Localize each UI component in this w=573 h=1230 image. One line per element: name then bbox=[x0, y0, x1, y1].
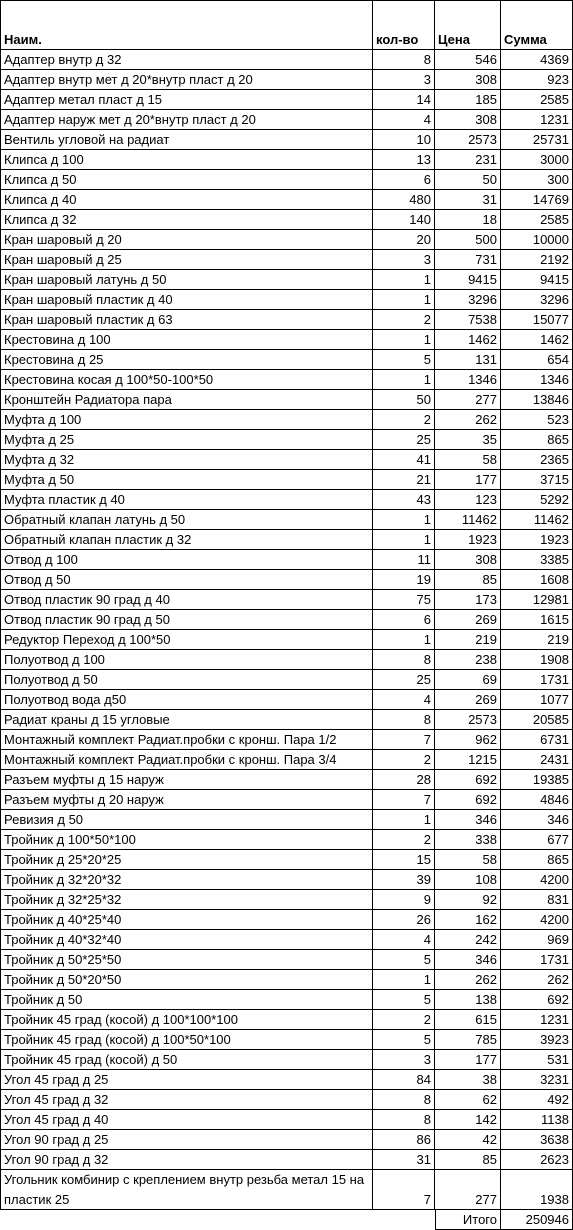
item-qty-cell[interactable]: 13 bbox=[373, 150, 435, 170]
item-qty-cell[interactable]: 6 bbox=[373, 170, 435, 190]
item-sum-cell[interactable]: 1731 bbox=[501, 670, 573, 690]
item-name-cell[interactable]: Муфта д 25 bbox=[0, 430, 373, 450]
item-sum-cell[interactable]: 5292 bbox=[501, 490, 573, 510]
item-sum-cell[interactable]: 2365 bbox=[501, 450, 573, 470]
item-sum-cell[interactable]: 1231 bbox=[501, 1010, 573, 1030]
item-qty-cell[interactable]: 3 bbox=[373, 1050, 435, 1070]
item-name-cell[interactable]: Клипса д 40 bbox=[0, 190, 373, 210]
item-sum-cell[interactable]: 6731 bbox=[501, 730, 573, 750]
total-value[interactable]: 250946 bbox=[501, 1210, 573, 1230]
item-name-cell[interactable]: Редуктор Переход д 100*50 bbox=[0, 630, 373, 650]
item-price-cell[interactable]: 269 bbox=[435, 690, 501, 710]
header-qty[interactable]: кол-во bbox=[373, 0, 435, 50]
item-price-cell[interactable]: 42 bbox=[435, 1130, 501, 1150]
item-qty-cell[interactable]: 3 bbox=[373, 250, 435, 270]
item-qty-cell[interactable]: 50 bbox=[373, 390, 435, 410]
item-qty-cell[interactable]: 1 bbox=[373, 510, 435, 530]
item-name-cell[interactable]: Кран шаровый д 25 bbox=[0, 250, 373, 270]
table-row bbox=[0, 590, 573, 610]
item-sum-cell[interactable]: 523 bbox=[501, 410, 573, 430]
item-qty-cell[interactable]: 8 bbox=[373, 1090, 435, 1110]
item-price-cell[interactable]: 731 bbox=[435, 250, 501, 270]
item-sum-cell[interactable]: 1077 bbox=[501, 690, 573, 710]
item-price-cell[interactable]: 1215 bbox=[435, 750, 501, 770]
item-sum-cell[interactable]: 3231 bbox=[501, 1070, 573, 1090]
item-price-cell[interactable]: 69 bbox=[435, 670, 501, 690]
item-name-cell[interactable]: Полуотвод д 100 bbox=[0, 650, 373, 670]
item-price-cell[interactable]: 262 bbox=[435, 410, 501, 430]
table-row bbox=[0, 110, 573, 130]
table-row bbox=[0, 910, 573, 930]
item-name-cell[interactable]: Отвод пластик 90 град д 40 bbox=[0, 590, 373, 610]
item-qty-cell[interactable]: 6 bbox=[373, 610, 435, 630]
table-row bbox=[0, 1110, 573, 1130]
item-name-cell[interactable]: Монтажный комплект Радиат.пробки с кронш. Пара 1/2 bbox=[0, 730, 373, 750]
item-sum-cell[interactable]: 19385 bbox=[501, 770, 573, 790]
item-qty-cell[interactable]: 11 bbox=[373, 550, 435, 570]
item-name-cell[interactable]: Полуотвод д 50 bbox=[0, 670, 373, 690]
item-sum-cell[interactable]: 1731 bbox=[501, 950, 573, 970]
table-row bbox=[0, 190, 573, 210]
item-price-cell[interactable]: 58 bbox=[435, 450, 501, 470]
table-row bbox=[0, 90, 573, 110]
total-spacer-2 bbox=[373, 1210, 435, 1230]
item-qty-cell[interactable]: 19 bbox=[373, 570, 435, 590]
item-name-cell[interactable]: Крестовина д 25 bbox=[0, 350, 373, 370]
item-name-cell[interactable]: Радиат краны д 15 угловые bbox=[0, 710, 373, 730]
item-name-cell[interactable]: Тройник 45 град (косой) д 100*50*100 bbox=[0, 1030, 373, 1050]
item-qty-cell[interactable]: 8 bbox=[373, 50, 435, 70]
item-sum-cell[interactable]: 3715 bbox=[501, 470, 573, 490]
item-name-cell[interactable]: Крестовина косая д 100*50-100*50 bbox=[0, 370, 373, 390]
item-name-cell[interactable]: Обратный клапан пластик д 32 bbox=[0, 530, 373, 550]
table-row bbox=[0, 410, 573, 430]
header-sum[interactable]: Сумма bbox=[501, 0, 573, 50]
item-qty-cell[interactable]: 9 bbox=[373, 890, 435, 910]
table-row bbox=[0, 450, 573, 470]
item-qty-cell[interactable]: 1 bbox=[373, 630, 435, 650]
item-price-cell[interactable]: 1346 bbox=[435, 370, 501, 390]
item-sum-cell[interactable]: 1231 bbox=[501, 110, 573, 130]
item-sum-cell[interactable]: 692 bbox=[501, 990, 573, 1010]
item-name-cell[interactable]: Угол 90 град д 25 bbox=[0, 1130, 373, 1150]
item-price-cell[interactable]: 615 bbox=[435, 1010, 501, 1030]
item-price-cell[interactable]: 231 bbox=[435, 150, 501, 170]
item-price-cell[interactable]: 219 bbox=[435, 630, 501, 650]
table-row bbox=[0, 170, 573, 190]
item-name-cell[interactable]: Угол 90 град д 32 bbox=[0, 1150, 373, 1170]
item-name-cell[interactable]: Муфта пластик д 40 bbox=[0, 490, 373, 510]
item-price-cell[interactable]: 9415 bbox=[435, 270, 501, 290]
item-sum-cell[interactable]: 300 bbox=[501, 170, 573, 190]
item-sum-cell[interactable]: 12981 bbox=[501, 590, 573, 610]
item-name-cell[interactable]: Кран шаровый пластик д 40 bbox=[0, 290, 373, 310]
item-name-cell[interactable]: Кран шаровый пластик д 63 bbox=[0, 310, 373, 330]
table-row bbox=[0, 610, 573, 630]
item-price-cell[interactable]: 692 bbox=[435, 770, 501, 790]
item-sum-cell[interactable]: 346 bbox=[501, 810, 573, 830]
item-qty-cell[interactable]: 14 bbox=[373, 90, 435, 110]
item-price-cell[interactable]: 962 bbox=[435, 730, 501, 750]
item-name-cell[interactable]: Клипса д 100 bbox=[0, 150, 373, 170]
item-sum-cell[interactable]: 865 bbox=[501, 850, 573, 870]
table-row bbox=[0, 550, 573, 570]
item-name-cell[interactable]: Адаптер метал пласт д 15 bbox=[0, 90, 373, 110]
item-name-cell[interactable]: Тройник д 50 bbox=[0, 990, 373, 1010]
item-price-cell[interactable]: 58 bbox=[435, 850, 501, 870]
item-name-cell[interactable]: Тройник д 25*20*25 bbox=[0, 850, 373, 870]
header-name[interactable]: Наим. bbox=[0, 0, 373, 50]
item-sum-cell[interactable]: 2431 bbox=[501, 750, 573, 770]
item-name-cell[interactable]: Адаптер наруж мет д 20*внутр пласт д 20 bbox=[0, 110, 373, 130]
item-price-cell[interactable]: 546 bbox=[435, 50, 501, 70]
item-sum-cell[interactable]: 969 bbox=[501, 930, 573, 950]
item-price-cell[interactable]: 177 bbox=[435, 470, 501, 490]
item-name-cell[interactable]: Кронштейн Радиатора пара bbox=[0, 390, 373, 410]
item-sum-cell[interactable]: 4200 bbox=[501, 870, 573, 890]
item-name-cell[interactable]: Угол 45 град д 25 bbox=[0, 1070, 373, 1090]
item-sum-cell[interactable]: 3923 bbox=[501, 1030, 573, 1050]
table-row bbox=[0, 150, 573, 170]
item-name-cell[interactable]: Тройник д 40*25*40 bbox=[0, 910, 373, 930]
item-price-cell[interactable]: 242 bbox=[435, 930, 501, 950]
item-qty-cell[interactable]: 1 bbox=[373, 530, 435, 550]
table-row bbox=[0, 530, 573, 550]
item-qty-cell[interactable]: 75 bbox=[373, 590, 435, 610]
table-row bbox=[0, 850, 573, 870]
item-price-cell[interactable]: 3296 bbox=[435, 290, 501, 310]
item-qty-cell[interactable]: 8 bbox=[373, 650, 435, 670]
item-price-cell[interactable]: 85 bbox=[435, 570, 501, 590]
table-row bbox=[0, 1150, 573, 1170]
item-price-cell[interactable]: 131 bbox=[435, 350, 501, 370]
total-label[interactable]: Итого bbox=[435, 1210, 501, 1230]
item-name-cell[interactable]: Муфта д 32 bbox=[0, 450, 373, 470]
header-row bbox=[0, 0, 573, 50]
table-row bbox=[0, 810, 573, 830]
item-qty-cell[interactable]: 86 bbox=[373, 1130, 435, 1150]
item-sum-cell[interactable]: 677 bbox=[501, 830, 573, 850]
item-name-cell[interactable]: Тройник д 40*32*40 bbox=[0, 930, 373, 950]
item-qty-cell[interactable]: 140 bbox=[373, 210, 435, 230]
item-qty-cell[interactable]: 2 bbox=[373, 1010, 435, 1030]
table-row bbox=[0, 750, 573, 770]
item-price-cell[interactable]: 185 bbox=[435, 90, 501, 110]
item-name-cell[interactable]: Вентиль угловой на радиат bbox=[0, 130, 373, 150]
table-row bbox=[0, 50, 573, 70]
item-sum-cell[interactable]: 1138 bbox=[501, 1110, 573, 1130]
item-name-cell[interactable]: Обратный клапан латунь д 50 bbox=[0, 510, 373, 530]
item-price-cell[interactable]: 50 bbox=[435, 170, 501, 190]
item-qty-cell[interactable]: 480 bbox=[373, 190, 435, 210]
table-row bbox=[0, 790, 573, 810]
item-name-cell[interactable]: Полуотвод вода д50 bbox=[0, 690, 373, 710]
item-name-cell[interactable]: Отвод д 100 bbox=[0, 550, 373, 570]
item-name-cell[interactable]: Тройник д 50*20*50 bbox=[0, 970, 373, 990]
item-sum-cell[interactable]: 4200 bbox=[501, 910, 573, 930]
table-row bbox=[0, 690, 573, 710]
item-price-cell[interactable]: 85 bbox=[435, 1150, 501, 1170]
item-qty-cell[interactable]: 1 bbox=[373, 290, 435, 310]
item-price-cell[interactable]: 173 bbox=[435, 590, 501, 610]
item-name-cell[interactable]: Крестовина д 100 bbox=[0, 330, 373, 350]
item-price-cell[interactable]: 308 bbox=[435, 550, 501, 570]
item-price-cell[interactable]: 269 bbox=[435, 610, 501, 630]
item-price-cell[interactable]: 18 bbox=[435, 210, 501, 230]
item-name-cell[interactable]: Кран шаровый д 20 bbox=[0, 230, 373, 250]
table-row bbox=[0, 990, 573, 1010]
table-row bbox=[0, 350, 573, 370]
item-name-cell[interactable]: Тройник д 100*50*100 bbox=[0, 830, 373, 850]
item-qty-cell[interactable]: 5 bbox=[373, 350, 435, 370]
item-sum-cell[interactable]: 831 bbox=[501, 890, 573, 910]
item-name-cell[interactable]: Клипса д 50 bbox=[0, 170, 373, 190]
item-qty-cell[interactable]: 8 bbox=[373, 710, 435, 730]
item-name-cell[interactable]: Монтажный комплект Радиат.пробки с кронш. Пара 3/4 bbox=[0, 750, 373, 770]
item-qty-cell[interactable]: 1 bbox=[373, 810, 435, 830]
table-row bbox=[0, 1010, 573, 1030]
table-row bbox=[0, 290, 573, 310]
item-name-cell[interactable]: Тройник д 32*25*32 bbox=[0, 890, 373, 910]
item-name-cell[interactable]: Тройник д 32*20*32 bbox=[0, 870, 373, 890]
table-row bbox=[0, 570, 573, 590]
table-row bbox=[0, 1050, 573, 1070]
item-sum-cell[interactable]: 25731 bbox=[501, 130, 573, 150]
item-name-cell[interactable]: Муфта д 50 bbox=[0, 470, 373, 490]
item-sum-cell[interactable]: 2585 bbox=[501, 90, 573, 110]
item-qty-cell[interactable]: 5 bbox=[373, 990, 435, 1010]
item-qty-cell[interactable]: 8 bbox=[373, 1110, 435, 1130]
table-row bbox=[0, 950, 573, 970]
item-name-cell[interactable]: Тройник д 50*25*50 bbox=[0, 950, 373, 970]
item-price-cell[interactable]: 108 bbox=[435, 870, 501, 890]
total-spacer bbox=[0, 1210, 373, 1230]
item-qty-cell[interactable]: 4 bbox=[373, 930, 435, 950]
item-price-cell[interactable]: 277 bbox=[435, 1170, 501, 1210]
item-sum-cell[interactable]: 219 bbox=[501, 630, 573, 650]
table-row bbox=[0, 1130, 573, 1150]
item-price-cell[interactable]: 785 bbox=[435, 1030, 501, 1050]
item-name-cell[interactable]: Муфта д 100 bbox=[0, 410, 373, 430]
item-price-cell[interactable]: 346 bbox=[435, 950, 501, 970]
item-price-cell[interactable]: 142 bbox=[435, 1110, 501, 1130]
table-row bbox=[0, 230, 573, 250]
table-row bbox=[0, 890, 573, 910]
item-sum-cell[interactable]: 11462 bbox=[501, 510, 573, 530]
item-price-cell[interactable]: 308 bbox=[435, 70, 501, 90]
table-row bbox=[0, 250, 573, 270]
item-sum-cell[interactable]: 20585 bbox=[501, 710, 573, 730]
item-price-cell[interactable]: 1923 bbox=[435, 530, 501, 550]
item-name-cell[interactable]: Тройник 45 град (косой) д 100*100*100 bbox=[0, 1010, 373, 1030]
item-qty-cell[interactable]: 28 bbox=[373, 770, 435, 790]
item-price-cell[interactable]: 500 bbox=[435, 230, 501, 250]
item-sum-cell[interactable]: 923 bbox=[501, 70, 573, 90]
item-price-cell[interactable]: 262 bbox=[435, 970, 501, 990]
item-sum-cell[interactable]: 15077 bbox=[501, 310, 573, 330]
item-price-cell[interactable]: 162 bbox=[435, 910, 501, 930]
item-name-cell[interactable]: Отвод д 50 bbox=[0, 570, 373, 590]
item-qty-cell[interactable]: 25 bbox=[373, 430, 435, 450]
item-sum-cell[interactable]: 1608 bbox=[501, 570, 573, 590]
item-qty-cell[interactable]: 7 bbox=[373, 790, 435, 810]
item-price-cell[interactable]: 11462 bbox=[435, 510, 501, 530]
item-price-cell[interactable]: 38 bbox=[435, 1070, 501, 1090]
item-qty-cell[interactable]: 2 bbox=[373, 830, 435, 850]
item-sum-cell[interactable]: 3296 bbox=[501, 290, 573, 310]
item-name-cell[interactable]: Разъем муфты д 20 наруж bbox=[0, 790, 373, 810]
item-price-cell[interactable]: 346 bbox=[435, 810, 501, 830]
item-qty-cell[interactable]: 5 bbox=[373, 950, 435, 970]
table-row bbox=[0, 630, 573, 650]
item-price-cell[interactable]: 35 bbox=[435, 430, 501, 450]
item-qty-cell[interactable]: 26 bbox=[373, 910, 435, 930]
item-sum-cell[interactable]: 13846 bbox=[501, 390, 573, 410]
item-name-cell[interactable]: Угол 45 град д 32 bbox=[0, 1090, 373, 1110]
item-sum-cell[interactable]: 4369 bbox=[501, 50, 573, 70]
item-sum-cell[interactable]: 2623 bbox=[501, 1150, 573, 1170]
item-sum-cell[interactable]: 3638 bbox=[501, 1130, 573, 1150]
item-qty-cell[interactable]: 1 bbox=[373, 970, 435, 990]
item-sum-cell[interactable]: 9415 bbox=[501, 270, 573, 290]
item-name-cell[interactable]: Адаптер внутр мет д 20*внутр пласт д 20 bbox=[0, 70, 373, 90]
item-price-cell[interactable]: 138 bbox=[435, 990, 501, 1010]
item-sum-cell[interactable]: 1923 bbox=[501, 530, 573, 550]
item-qty-cell[interactable]: 43 bbox=[373, 490, 435, 510]
item-price-cell[interactable]: 7538 bbox=[435, 310, 501, 330]
item-sum-cell[interactable]: 531 bbox=[501, 1050, 573, 1070]
table-body bbox=[0, 50, 573, 1210]
item-qty-cell[interactable]: 15 bbox=[373, 850, 435, 870]
table-row bbox=[0, 390, 573, 410]
item-name-cell[interactable]: Отвод пластик 90 град д 50 bbox=[0, 610, 373, 630]
item-qty-cell[interactable]: 2 bbox=[373, 410, 435, 430]
item-sum-cell[interactable]: 3385 bbox=[501, 550, 573, 570]
item-price-cell[interactable]: 31 bbox=[435, 190, 501, 210]
item-price-cell[interactable]: 92 bbox=[435, 890, 501, 910]
item-qty-cell[interactable]: 7 bbox=[373, 1170, 435, 1210]
table-row bbox=[0, 510, 573, 530]
item-price-cell[interactable]: 62 bbox=[435, 1090, 501, 1110]
table-row bbox=[0, 930, 573, 950]
item-sum-cell[interactable]: 3000 bbox=[501, 150, 573, 170]
item-name-cell[interactable]: Адаптер внутр д 32 bbox=[0, 50, 373, 70]
table-row bbox=[0, 370, 573, 390]
item-name-cell[interactable]: Тройник 45 град (косой) д 50 bbox=[0, 1050, 373, 1070]
table-row bbox=[0, 210, 573, 230]
item-qty-cell[interactable]: 4 bbox=[373, 690, 435, 710]
item-price-cell[interactable]: 308 bbox=[435, 110, 501, 130]
item-sum-cell[interactable]: 4846 bbox=[501, 790, 573, 810]
table-row bbox=[0, 830, 573, 850]
item-qty-cell[interactable]: 10 bbox=[373, 130, 435, 150]
item-name-cell[interactable]: Кран шаровый латунь д 50 bbox=[0, 270, 373, 290]
item-qty-cell[interactable]: 41 bbox=[373, 450, 435, 470]
item-name-cell[interactable]: Угольник комбинир с креплением внутр резьба метал 15 на пластик 25 bbox=[0, 1170, 373, 1210]
item-sum-cell[interactable]: 1462 bbox=[501, 330, 573, 350]
table-row bbox=[0, 470, 573, 490]
table-row bbox=[0, 770, 573, 790]
item-sum-cell[interactable]: 492 bbox=[501, 1090, 573, 1110]
item-name-cell[interactable]: Клипса д 32 bbox=[0, 210, 373, 230]
item-qty-cell[interactable]: 2 bbox=[373, 310, 435, 330]
item-sum-cell[interactable]: 2585 bbox=[501, 210, 573, 230]
item-qty-cell[interactable]: 39 bbox=[373, 870, 435, 890]
item-qty-cell[interactable]: 1 bbox=[373, 330, 435, 350]
table-row bbox=[0, 1170, 573, 1210]
item-name-cell[interactable]: Ревизия д 50 bbox=[0, 810, 373, 830]
table-row bbox=[0, 1030, 573, 1050]
item-qty-cell[interactable]: 1 bbox=[373, 370, 435, 390]
item-price-cell[interactable]: 692 bbox=[435, 790, 501, 810]
item-name-cell[interactable]: Угол 45 град д 40 bbox=[0, 1110, 373, 1130]
item-price-cell[interactable]: 238 bbox=[435, 650, 501, 670]
item-sum-cell[interactable]: 654 bbox=[501, 350, 573, 370]
item-qty-cell[interactable]: 7 bbox=[373, 730, 435, 750]
item-sum-cell[interactable]: 865 bbox=[501, 430, 573, 450]
item-price-cell[interactable]: 277 bbox=[435, 390, 501, 410]
item-qty-cell[interactable]: 1 bbox=[373, 270, 435, 290]
item-sum-cell[interactable]: 1346 bbox=[501, 370, 573, 390]
header-price[interactable]: Цена bbox=[435, 0, 501, 50]
table-row bbox=[0, 970, 573, 990]
item-sum-cell[interactable]: 2192 bbox=[501, 250, 573, 270]
table-row bbox=[0, 670, 573, 690]
item-price-cell[interactable]: 1462 bbox=[435, 330, 501, 350]
table-row bbox=[0, 310, 573, 330]
table-row bbox=[0, 1090, 573, 1110]
table-row bbox=[0, 710, 573, 730]
table-row bbox=[0, 270, 573, 290]
item-qty-cell[interactable]: 2 bbox=[373, 750, 435, 770]
table-row bbox=[0, 650, 573, 670]
item-qty-cell[interactable]: 4 bbox=[373, 110, 435, 130]
table-row bbox=[0, 870, 573, 890]
item-sum-cell[interactable]: 1938 bbox=[501, 1170, 573, 1210]
item-sum-cell[interactable]: 1908 bbox=[501, 650, 573, 670]
table-row bbox=[0, 330, 573, 350]
total-row bbox=[0, 1210, 573, 1230]
item-qty-cell[interactable]: 31 bbox=[373, 1150, 435, 1170]
item-name-cell[interactable]: Разъем муфты д 15 наруж bbox=[0, 770, 373, 790]
item-price-cell[interactable]: 2573 bbox=[435, 130, 501, 150]
table-row bbox=[0, 70, 573, 90]
item-qty-cell[interactable]: 3 bbox=[373, 70, 435, 90]
table-row bbox=[0, 1070, 573, 1090]
item-qty-cell[interactable]: 5 bbox=[373, 1030, 435, 1050]
item-qty-cell[interactable]: 21 bbox=[373, 470, 435, 490]
table-row bbox=[0, 490, 573, 510]
item-price-cell[interactable]: 123 bbox=[435, 490, 501, 510]
item-price-cell[interactable]: 177 bbox=[435, 1050, 501, 1070]
item-price-cell[interactable]: 338 bbox=[435, 830, 501, 850]
item-sum-cell[interactable]: 1615 bbox=[501, 610, 573, 630]
table-row bbox=[0, 430, 573, 450]
item-sum-cell[interactable]: 14769 bbox=[501, 190, 573, 210]
item-qty-cell[interactable]: 25 bbox=[373, 670, 435, 690]
item-qty-cell[interactable]: 20 bbox=[373, 230, 435, 250]
item-sum-cell[interactable]: 10000 bbox=[501, 230, 573, 250]
table-row bbox=[0, 730, 573, 750]
item-sum-cell[interactable]: 262 bbox=[501, 970, 573, 990]
item-price-cell[interactable]: 2573 bbox=[435, 710, 501, 730]
table-row bbox=[0, 130, 573, 150]
item-qty-cell[interactable]: 84 bbox=[373, 1070, 435, 1090]
